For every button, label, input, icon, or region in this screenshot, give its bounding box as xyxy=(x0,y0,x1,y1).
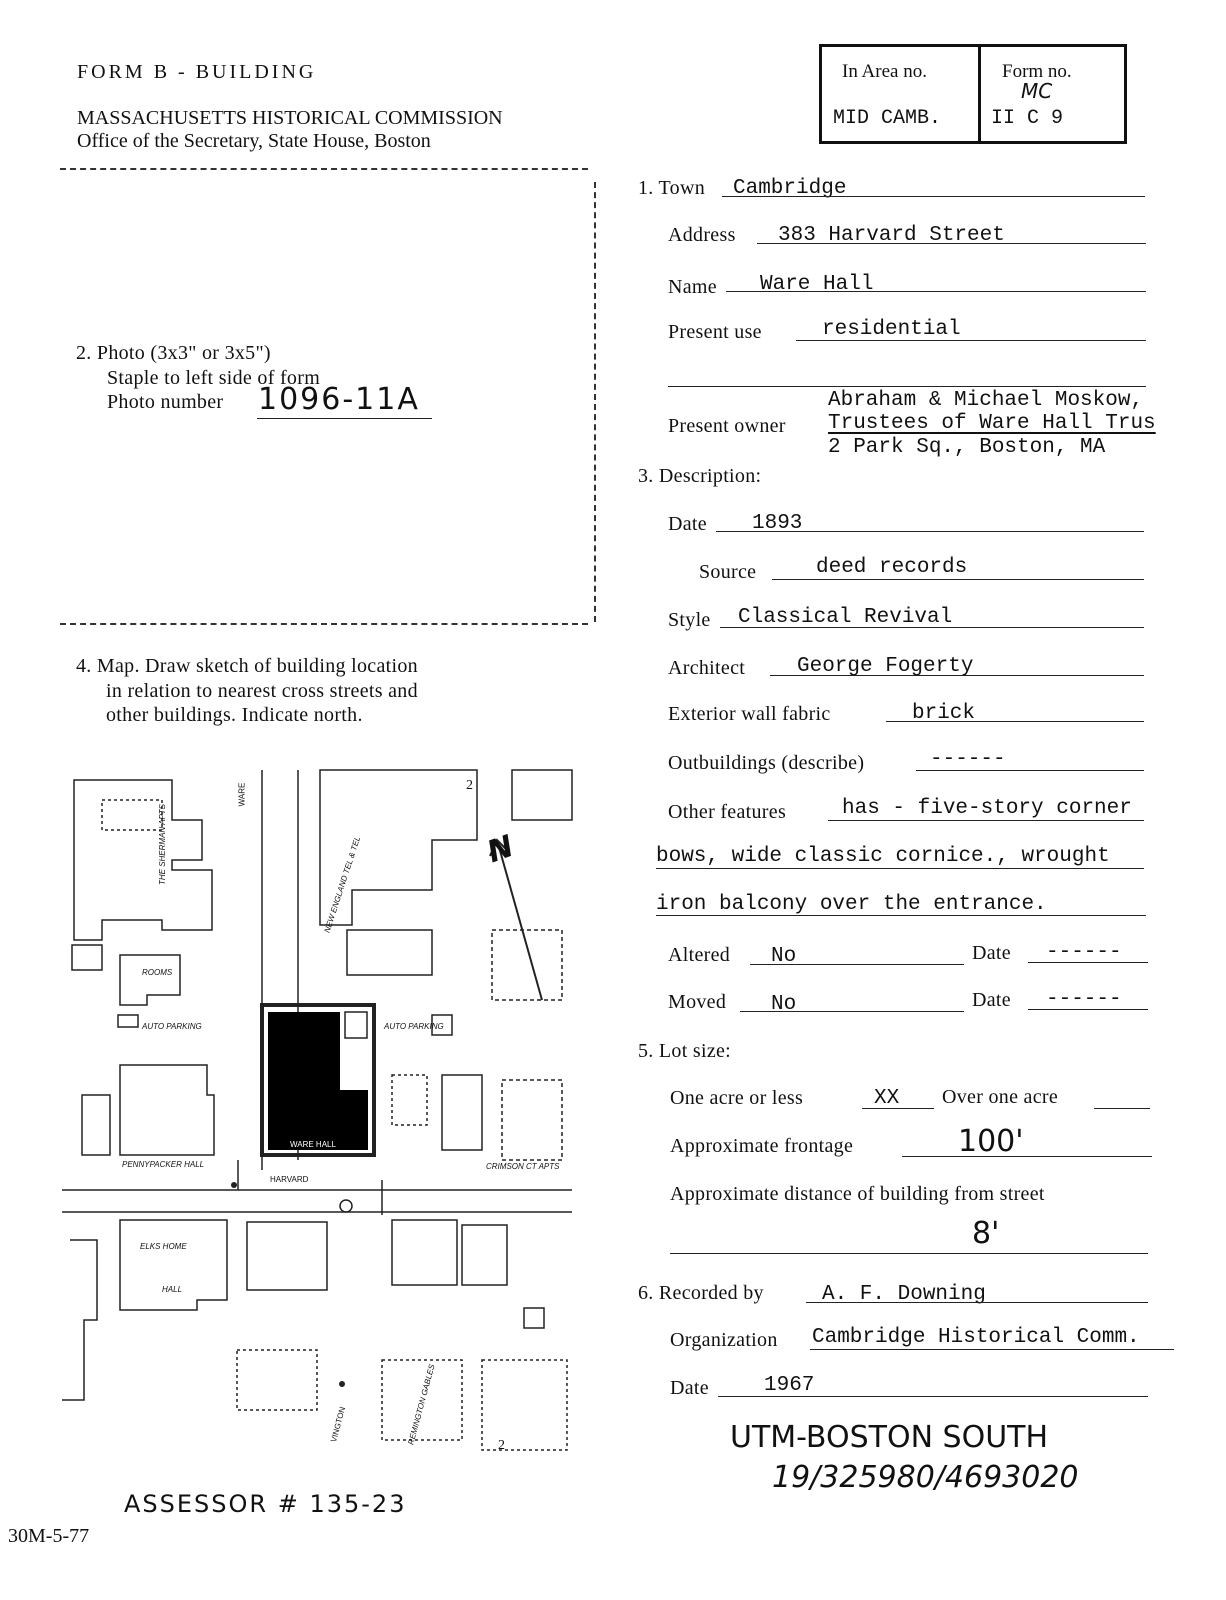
address-label: Address xyxy=(668,224,736,246)
style-label: Style xyxy=(668,609,711,631)
lot-size-label: 5. Lot size: xyxy=(638,1040,732,1062)
acre-less-value: XX xyxy=(874,1087,900,1110)
form-handwritten: MC xyxy=(1021,79,1053,103)
moved-date-value: ------ xyxy=(1046,988,1122,1011)
altered-date-label: Date xyxy=(972,942,1011,964)
location-map xyxy=(62,760,590,1480)
acre-less-label: One acre or less xyxy=(670,1087,804,1109)
name-value: Ware Hall xyxy=(760,273,874,296)
altered-label: Altered xyxy=(668,944,731,966)
map-label-remington-street: VINGTON xyxy=(329,1405,348,1444)
map-label-sherman: THE SHERMAN APTS xyxy=(158,803,168,886)
moved-label: Moved xyxy=(668,991,727,1013)
form-code: 30M-5-77 xyxy=(8,1525,90,1547)
map-label-crimson: CRIMSON CT APTS xyxy=(486,1162,560,1171)
distance-value: 8' xyxy=(972,1216,1000,1251)
map-label-remington: REMINGTON GABLES xyxy=(406,1363,437,1446)
address-value: 383 Harvard Street xyxy=(778,224,1005,247)
frontage-label: Approximate frontage xyxy=(670,1135,854,1157)
map-label-ne-tel: NEW ENGLAND TEL & TEL xyxy=(322,835,363,934)
architect-value: George Fogerty xyxy=(797,655,974,678)
photo-line-1: 2. Photo (3x3" or 3x5") xyxy=(76,342,271,364)
map-label-ware-hall: WARE HALL xyxy=(290,1140,336,1149)
office-line: Office of the Secretary, State House, Boston xyxy=(77,130,431,152)
present-use-value: residential xyxy=(822,318,961,341)
map-number-bottom: 2 xyxy=(498,1438,505,1453)
map-label-pennypacker: PENNYPACKER HALL xyxy=(122,1160,205,1169)
map-street-harvard: HARVARD xyxy=(270,1175,309,1184)
utm-line-2: 19/325980/4693020 xyxy=(772,1460,1079,1495)
wall-fabric-value: brick xyxy=(912,702,976,725)
town-label: 1. Town xyxy=(638,177,706,199)
area-value: MID CAMB. xyxy=(833,107,942,130)
map-number-top: 2 xyxy=(466,778,473,793)
map-label-rooms: ROOMS xyxy=(142,968,173,977)
recorded-by-label: 6. Recorded by xyxy=(638,1282,764,1304)
town-value: Cambridge xyxy=(733,177,847,200)
photo-number-label: Photo number xyxy=(107,391,224,413)
commission-name: MASSACHUSETTS HISTORICAL COMMISSION xyxy=(77,107,503,129)
recorded-date-label: Date xyxy=(670,1377,709,1399)
date-label: Date xyxy=(668,513,707,535)
map-label-elks: ELKS HOME xyxy=(140,1242,187,1251)
other-features-label: Other features xyxy=(668,801,787,823)
area-label: In Area no. xyxy=(842,61,927,82)
map-label-hall: HALL xyxy=(162,1285,183,1294)
outbuildings-label: Outbuildings (describe) xyxy=(668,752,865,774)
map-label-auto-parking-1: AUTO PARKING xyxy=(142,1022,202,1031)
present-use-label: Present use xyxy=(668,321,762,343)
frontage-value: 100' xyxy=(958,1124,1024,1159)
north-arrow-label: N xyxy=(482,828,519,871)
other-features-line-3: iron balcony over the entrance. xyxy=(656,893,1047,916)
organization-label: Organization xyxy=(670,1329,778,1351)
form-title: FORM B - BUILDING xyxy=(77,61,317,83)
owner-line-3: 2 Park Sq., Boston, MA xyxy=(828,436,1106,459)
owner-label: Present owner xyxy=(668,415,786,437)
architect-label: Architect xyxy=(668,657,746,679)
photo-frame-top xyxy=(60,168,588,170)
description-label: 3. Description: xyxy=(638,465,762,487)
form-label: Form no. xyxy=(1002,61,1072,82)
recorded-date-value: 1967 xyxy=(764,1374,815,1397)
source-value: deed records xyxy=(816,556,968,579)
source-label: Source xyxy=(699,561,757,583)
photo-frame-bottom xyxy=(60,623,588,625)
other-features-line-2: bows, wide classic cornice., wrought xyxy=(656,845,1110,868)
outbuildings-value: ------ xyxy=(930,748,1006,771)
altered-date-value: ------ xyxy=(1046,941,1122,964)
style-value: Classical Revival xyxy=(738,606,953,629)
acre-over-label: Over one acre xyxy=(942,1086,1059,1108)
area-form-box xyxy=(819,44,1127,144)
map-instruction-1: 4. Map. Draw sketch of building location xyxy=(76,655,418,677)
map-instruction-2: in relation to nearest cross streets and xyxy=(106,680,418,702)
assessor-number: ASSESSOR # 135-23 xyxy=(124,1490,407,1518)
date-value: 1893 xyxy=(752,512,803,535)
organization-value: Cambridge Historical Comm. xyxy=(812,1326,1140,1349)
distance-label: Approximate distance of building from street xyxy=(670,1183,1045,1205)
moved-date-label: Date xyxy=(972,989,1011,1011)
map-instruction-3: other buildings. Indicate north. xyxy=(106,704,363,726)
wall-fabric-label: Exterior wall fabric xyxy=(668,703,831,725)
photo-line-2: Staple to left side of form xyxy=(107,367,321,389)
map-street-ware: WARE xyxy=(237,782,247,807)
other-features-line-1: has - five-story corner xyxy=(842,797,1132,820)
map-label-auto-parking-2: AUTO PARKING xyxy=(384,1022,444,1031)
moved-value: No xyxy=(771,993,797,1016)
photo-frame-right xyxy=(594,182,596,622)
photo-number-value: 1096-11A xyxy=(258,382,420,417)
owner-line-1: Abraham & Michael Moskow, xyxy=(828,389,1144,412)
owner-line-2: Trustees of Ware Hall Trus xyxy=(828,412,1156,435)
recorded-by-value: A. F. Downing xyxy=(822,1283,986,1306)
form-value: II C 9 xyxy=(991,107,1064,130)
utm-line-1: UTM-BOSTON SOUTH xyxy=(730,1420,1049,1455)
name-label: Name xyxy=(668,276,717,298)
altered-value: No xyxy=(771,945,797,968)
